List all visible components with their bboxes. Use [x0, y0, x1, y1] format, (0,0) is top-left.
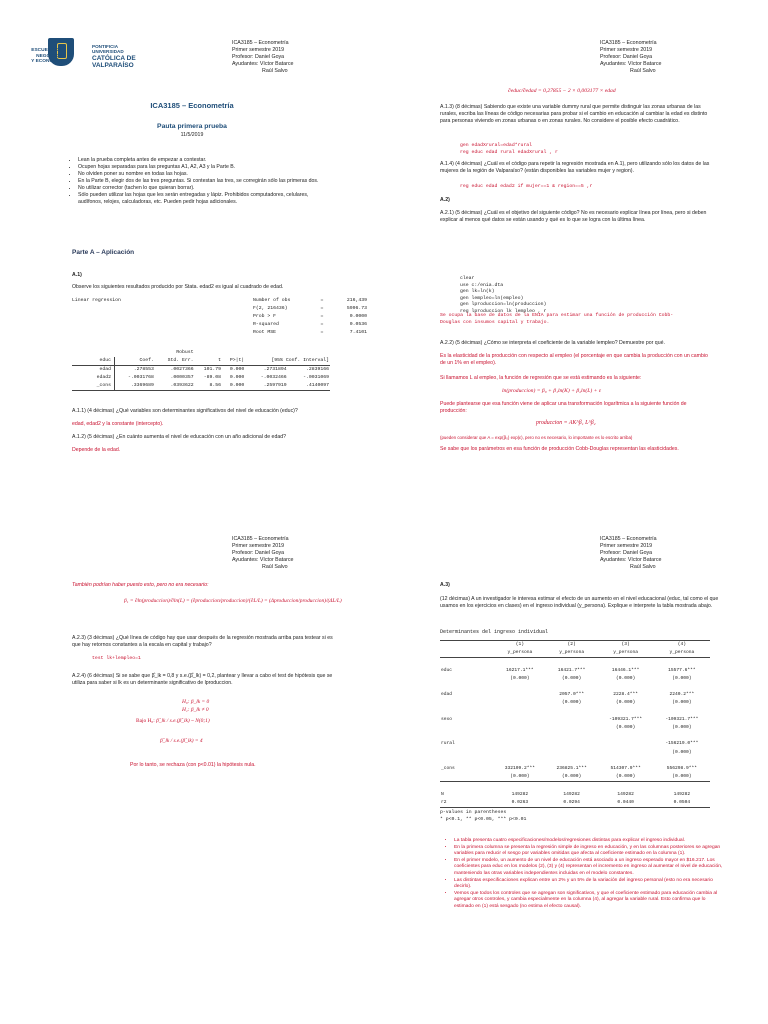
regression-stats: Number of obs = 216,439 F(2, 216436) = 5996.73 Prob > F = 0.0000 R-squared = 0.0536 Root MSE = 7.4101	[253, 298, 367, 335]
page-4	[384, 512, 768, 1024]
table-title: Determinantes del ingreso individual	[440, 629, 549, 635]
answer-a22-note: (pueden considerar que A = exp(β₀) exp(ε), pero no es necesario, lo importante es lo escrito arriba)	[440, 435, 633, 440]
question-a1-text: Observe los siguientes resultados producido por Stata. edad2 es igual al cuadrado de edad.	[72, 284, 284, 290]
instruction-item: • No olviden poner su nombre en todas las hojas.	[78, 171, 328, 178]
question-a14: A.1.4) (4 décimas) ¿Cuál es el código para repetir la regresión mostrada en A.1), pero utilizando sólo los datos de las mujeres de la región de Valparaíso? (están disponibles las variables mujer y region).	[440, 161, 710, 174]
list-item: • Las distintas especificaciones explican entre un 2% y un 5% de la variación del ingreso personal (esto no era necesario decirlo).	[454, 878, 726, 891]
page-2	[384, 0, 768, 512]
table-row: edad .278553 .0027366 101.79 0.000 .2731894 .2839166	[72, 366, 330, 375]
equation-cobb-douglas: produccion = AK^β₁ L^β₂	[536, 420, 596, 426]
answer-a22-text: Puede plantearse que esa función viene de aplicar una transformación logarítmica a la siguiente función de producción:	[440, 401, 687, 414]
question-a22: A.2.2) (5 décimas) ¿Cómo se interpreta el coeficiente de la variable lempleo? Demuestre por qué.	[440, 340, 665, 346]
table-row: N 149282 149282 149282 149282	[441, 791, 691, 797]
table-row: r2 0.0263 0.0294 0.0440 0.0504	[440, 799, 710, 808]
answer-a22-text: Se sabe que los parámetros en esa función de producción Cobb-Douglas representan las elasticidades.	[440, 446, 679, 452]
page-header: ICA3185 – Econometría Primer semestre 2019 Profesor: Daniel Goya Ayudantes: Víctor Batarce Raúl Salvo	[600, 40, 662, 74]
question-a24: A.2.4) (6 décimas) Si se sabe que β̂_lk = 0,8 y s.e.(β̂_lk) = 0,2, plantear y llevar a cabo el test de hipótesis que se utiliza para saber si lk es un determinante significativo de lproduccion.	[72, 673, 333, 686]
university-name: PONTIFICIA UNIVERSIDAD CATÓLICA DE VALPARAÍSO	[92, 44, 136, 70]
instruction-item: • Ocupen hojas separadas para las preguntas A1, A2, A3 y la Parte B.	[78, 164, 328, 171]
hypotheses: H₀: β_lk = 0 H₁: β_lk ≠ 0	[182, 699, 210, 713]
test-statistic-value: β̂_lk / s.e.(β̂_lk) = 4	[160, 738, 203, 744]
question-a1-heading: A.1)	[72, 272, 82, 278]
table-row: educ 16217.1*** 16421.7*** 16446.1*** 15577.6***	[441, 667, 696, 673]
question-a3-text: (12 décimas) A un investigador le interesa estimar el efecto de un aumento en el nivel educacional (educ, tal como el que usamos en los ejercicios en clases) en el ingreso individual (y_persona). Explique e interprete la tabla mostrada abajo.	[440, 596, 719, 609]
answer-a12: Depende de la edad.	[72, 447, 121, 453]
answer-bullets	[440, 838, 726, 911]
list-item: • Vemos que todos los controles que se agregan son significativos, y que el coeficiente estimado para educación cambia al agregar otros controles, y cambia especialmente en la columna (4), al agregar la variable rural. Esto confirma que lo estimado en (1) está sesgado (no estima el efecto causal).	[454, 891, 726, 911]
answer-a21: Se ocupa la base de datos de la ENIA para estimar una función de producción Cobb-Douglas con insumos capital y trabajo.	[440, 313, 674, 325]
question-a11: A.1.1) (4 décimas) ¿Qué variables son determinantes significativos del nivel de educación (educ)?	[72, 408, 298, 414]
test-conclusion: Por lo tanto, se rechaza (con p<0.01) la hipótesis nula.	[130, 762, 256, 768]
equation-beta: β₁ = ∂ln(produccion)/∂ln(L) = (∂produccion/produccion)/(∂L/L) = (Δproduccion/produccion)/(ΔL/L)	[124, 598, 342, 604]
school-name: ESCUELA DE NEGOCIOS Y ECONOMÍA	[31, 48, 62, 65]
list-item: • La tabla presenta cuatro especificaciones/modelos/regresiones distintas para explicar el ingreso individual.	[454, 838, 726, 845]
list-item: • En el primer modelo, un aumento de un nivel de educación está asociado a un ingreso esperado mayor en $16.217. Los coeficientes para educ en los modelos (2), (3) y (4) representan el incremento en ingreso al aumentar el nivel de educación, manteniendo las otras variables independientes incluidas en el modelo constantes.	[454, 858, 726, 878]
code-a13: gen edadXrural=edad*rural reg educ edad rural edadXrural , r	[460, 143, 558, 155]
code-a14: reg educ edad edad2 if mujer==1 & region==5 ,r	[460, 184, 593, 189]
answer-a11: edad, edad2 y la constante (intercepto).	[72, 421, 164, 427]
answer-a22-text: Si llamamos L al empleo, la función de regresión que se está estimando es la siguiente:	[440, 375, 642, 381]
table-row: rural -156219.0***	[441, 741, 699, 747]
instruction-item: • No utilizar corrector (tachen lo que quieran borrar).	[78, 185, 328, 192]
question-a12: A.1.2) (5 décimas) ¿En cuánto aumenta el nivel de educación con un año adicional de edad?	[72, 434, 286, 440]
code-a21: clear use c:/enia.dta gen lk=ln(k) gen lempleo=ln(empleo) gen lproduccion=ln(produccion) reg lproduccion lk lempleo , r	[460, 276, 547, 314]
instruction-item: • Lean la prueba completa antes de empezar a contestar.	[78, 157, 328, 164]
test-statistic-distribution: Bajo H₀: β̂_lk / s.e.(β̂_lk) ~ N(0;1)	[136, 718, 210, 724]
table-row: edad2 -.0031768 .0000357 -89.08 0.000 -.0032466 -.0031069	[72, 374, 330, 382]
page-header: ICA3185 – Econometría Primer semestre 2019 Profesor: Daniel Goya Ayudantes: Víctor Batarce Raúl Salvo	[232, 536, 294, 570]
table-row: edad 2057.0*** 2228.4*** 2240.2***	[441, 692, 695, 698]
list-item: • En la primera columna se presenta la regresión simple de ingreso en educación, y en las columnas posteriores se agregan variables para reducir el sesgo por variables omitidas que afecta al coeficiente estimado en la columna (1).	[454, 845, 726, 858]
equation-log: ln(produccion) = β₀ + β₁ln(K) + β₂ln(L) + ε	[502, 388, 602, 394]
regression-title: Linear regression	[72, 298, 121, 303]
table-row: _cons .3369689 .0393622 8.56 0.000 .2597919 .4140097	[72, 382, 330, 391]
question-a3-heading: A.3)	[440, 582, 450, 588]
document-subtitle: Pauta primera prueba	[157, 123, 227, 130]
page-header: ICA3185 – Econometría Primer semestre 2019 Profesor: Daniel Goya Ayudantes: Víctor Batarce Raúl Salvo	[600, 536, 662, 570]
table-row: sexo -109321.7*** -109321.7***	[441, 716, 699, 722]
question-a21: A.2.1) (5 décimas) ¿Cuál es el objetivo del siguiente código? No es necesario explicar línea por línea, pero si deben explicar al menos qué datos se están usando y qué es lo que se logra con la última línea.	[440, 210, 707, 223]
table-row: _cons 332109.2*** 236825.1*** 514307.9*** 556298.9***	[441, 766, 698, 772]
page-header: ICA3185 – Econometría Primer semestre 2019 Profesor: Daniel Goya Ayudantes: Víctor Batarce Raúl Salvo	[232, 40, 294, 74]
regression-table: Robust educ Coef. Std. Err. t P>|t| [95% Conf. Interval] edad .278553 .0027366 101.79 0.000 .2731894 .2839166 edad2 -.0031768 .0000357 -89.08 0.000 -.0032466 -.0031069 _cons .3369689 .0393622 8.56 0.000 .2597919 .4140097	[72, 349, 330, 391]
question-a13: A.1.3) (8 décimas) Sabiendo que existe una variable dummy rural que permite distinguir las zonas urbanas de las rurales, escriba las líneas de código necesarias para probar si el cambio en educación al cambiar la edad es distinto para personas viviendo en zonas urbanas o en zonas rurales. No considere el posible efecto cuadrático.	[440, 104, 708, 124]
question-a2-heading: A.2)	[440, 197, 450, 203]
table-footnote: p-values in parentheses * p<0.1, ** p<0.05, *** p<0.01	[440, 810, 527, 822]
page-1	[0, 0, 384, 512]
instruction-item: • Sólo pueden utilizar las hojas que les serán entregadas y lápiz. Prohibidos computadores, celulares, audífonos, relojes, calculadoras, etc. Pueden pedir hojas adicionales.	[78, 192, 328, 206]
document-title: ICA3185 – Econometría	[150, 101, 234, 110]
section-heading: Parte A – Aplicación	[72, 249, 135, 256]
answer-a22-text: Es la elasticidad de la producción con respecto al empleo (el porcentaje en que cambia la producción con un cambio de un 1% en el empleo).	[440, 353, 708, 366]
results-table: (1) (2) (3) (4) y_persona y_persona y_persona y_persona educ 16217.1*** 16421.7*** 16446.1*** 15577.6*** (0.000) (0.000) (0.000) (0.000) edad 2057.0*** 2228.4*** 2240.2*** (0.000) (0.000) (0.000) sexo -109321.7*** -109321.7*** (0.000) (0.000) rural -156219.0*** (0.000) _cons 332109.2*** 236825.1*** 514307.9*** 556298.9*** (0.000) (0.000) (0.000) (0.000) N 149282 149282 149282 149282 r2 0.0263 0.0294 0.0440 0.0504	[440, 640, 710, 808]
formula-derivative: ∂educ/∂edad = 0,27855 − 2 × 0,003177 × edad	[508, 88, 616, 94]
code-a23: test lk+lempleo=1	[92, 656, 141, 661]
note-text: También podrían haber puesto esto, pero no era necesario:	[72, 582, 209, 588]
question-a23: A.2.3) (3 décimas) ¿Qué línea de código hay que usar después de la regresión mostrada arriba para testear si es que hay retornos constantes a la escala en capital y trabajo?	[72, 635, 333, 648]
instructions-list	[64, 157, 328, 206]
instruction-item: • En la Parte B, elegir dos de las tres preguntas. Si contestan las tres, se corregirán sólo las primeras dos.	[78, 178, 328, 185]
page-3	[0, 512, 384, 1024]
document-date: 11/5/2019	[180, 132, 204, 138]
